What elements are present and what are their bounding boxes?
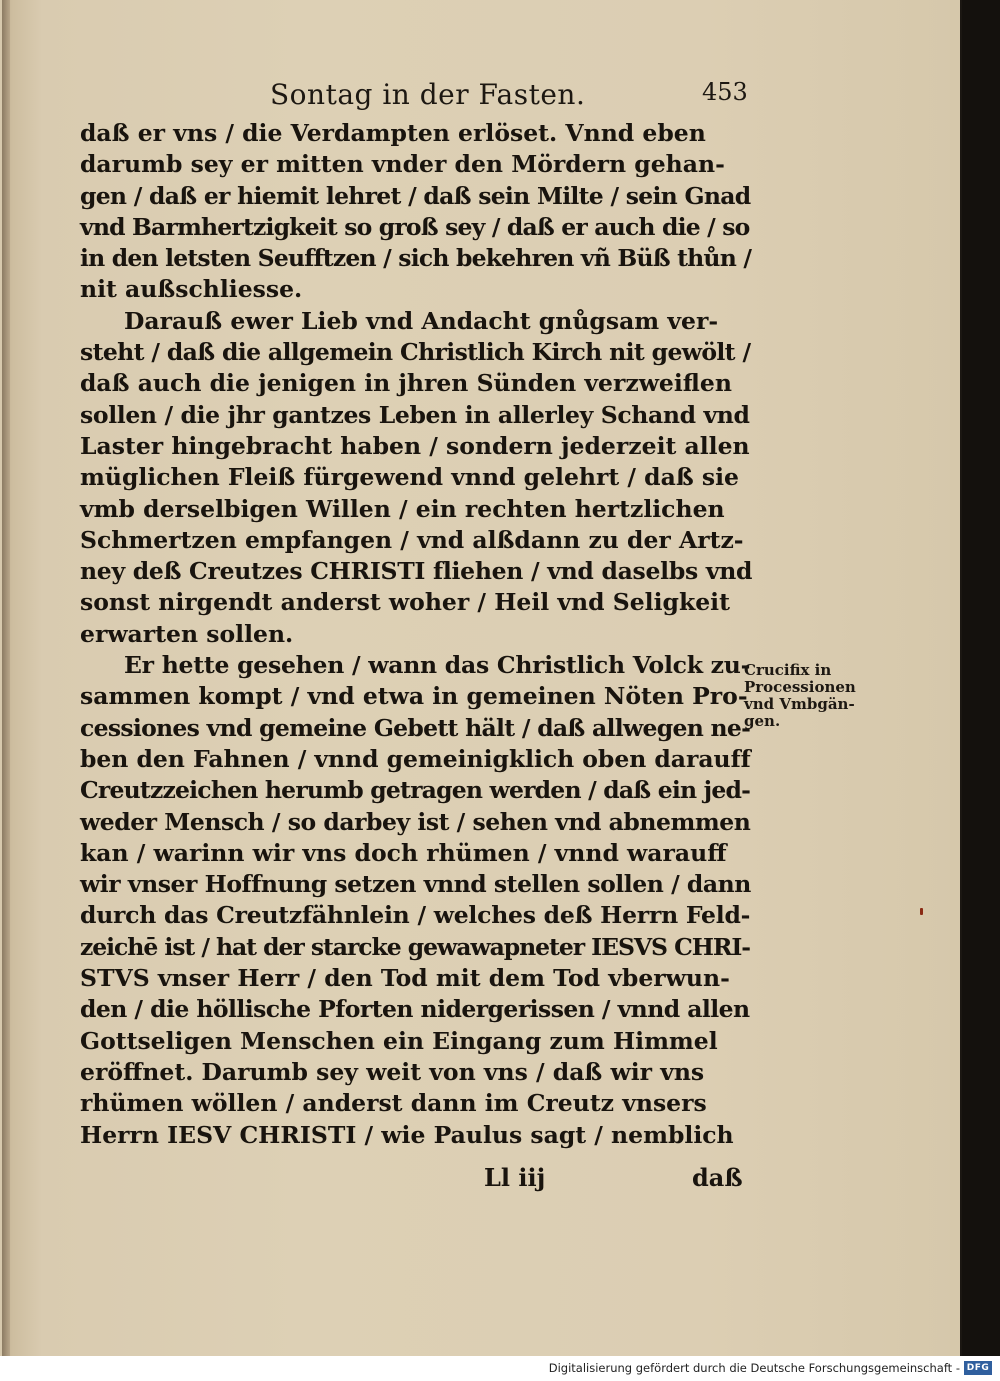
text-line: Schmertzen empfangen / vnd alßdann zu der Artz-: [80, 525, 744, 554]
text-line: erwarten sollen.: [80, 619, 294, 648]
running-title: Sontag in der Fasten.: [270, 78, 586, 111]
text-line: weder Mensch / so darbey ist / sehen vnd abnemmen: [80, 807, 751, 836]
text-line: kan / warinn wir vns doch rhümen / vnnd warauff: [80, 838, 727, 867]
text-line: rhümen wöllen / anderst dann im Creutz vnsers: [80, 1089, 707, 1118]
margin-note-line: Crucifix in: [744, 661, 832, 679]
body-text: [80, 118, 753, 1151]
text-line: Darauß ewer Lieb vnd Andacht gnůgsam ver-: [124, 306, 719, 335]
footer-credit: Digitalisierung gefördert durch die Deutsche Forschungsgemeinschaft -: [548, 1361, 960, 1375]
text-line: Creutzzeichen herumb getragen werden / daß ein jed-: [80, 776, 751, 805]
footer-bar: [0, 1356, 1000, 1381]
text-line: wir vnser Hoffnung setzen vnnd stellen sollen / dann: [80, 870, 751, 899]
text-line: sonst nirgendt anderst woher / Heil vnd Seligkeit: [80, 588, 730, 617]
text-line: Gottseligen Menschen ein Eingang zum Himmel: [80, 1026, 718, 1055]
catchword: daß: [692, 1163, 743, 1192]
page-number: 453: [702, 78, 748, 106]
text-line: in den letsten Seufftzen / sich bekehren vñ Büß thůn /: [80, 244, 752, 273]
text-line: darumb sey er mitten vnder den Mördern gehan-: [80, 150, 725, 179]
margin-note: [744, 662, 874, 730]
text-line: gen / daß er hiemit lehret / daß sein Milte / sein Gnad: [80, 181, 751, 210]
text-line: ben den Fahnen / vnnd gemeinigklich oben darauff: [80, 744, 751, 773]
text-line: ney deß Creutzes CHRISTI fliehen / vnd daselbs vnd: [80, 557, 753, 586]
text-line: sammen kompt / vnd etwa in gemeinen Nöten Pro-: [80, 682, 748, 711]
text-line: steht / daß die allgemein Christlich Kirch nit gewölt /: [80, 338, 751, 367]
text-line: cessiones vnd gemeine Gebett hält / daß allwegen ne-: [80, 713, 751, 742]
text-line: durch das Creutzfähnlein / welches deß Herrn Feld-: [80, 901, 751, 930]
book-page: [2, 0, 962, 1356]
text-line: den / die höllische Pforten nidergerissen / vnnd allen: [80, 995, 750, 1024]
text-line: STVS vnser Herr / den Tod mit dem Tod vberwun-: [80, 964, 730, 993]
running-head: [270, 78, 750, 118]
text-line: eröffnet. Darumb sey weit von vns / daß wir vns: [80, 1057, 705, 1086]
text-line: daß er vns / die Verdampten erlöset. Vnnd eben: [80, 119, 706, 147]
text-line: Er hette gesehen / wann das Christlich Volck zu-: [124, 651, 751, 680]
text-line: Herrn IESV CHRISTI / wie Paulus sagt / nemblich: [80, 1120, 734, 1149]
text-line: daß auch die jenigen in jhren Sünden verzweiflen: [80, 369, 732, 398]
text-line: Laster hingebracht haben / sondern jederzeit allen: [80, 431, 750, 460]
text-line: vnd Barmhertzigkeit so groß sey / daß er auch die / so: [80, 212, 750, 241]
dfg-logo: DFG: [964, 1361, 992, 1375]
ink-speck: [920, 908, 923, 915]
signature-mark: Ll iij: [484, 1163, 546, 1192]
text-line: sollen / die jhr gantzes Leben in allerley Schand vnd: [80, 400, 750, 429]
margin-note-line: Processionen: [744, 678, 856, 696]
text-line: müglichen Fleiß fürgewend vnnd gelehrt / daß sie: [80, 463, 739, 492]
text-line: nit außschliesse.: [80, 275, 303, 304]
margin-note-line: gen.: [744, 712, 781, 730]
text-line: vmb derselbigen Willen / ein rechten hertzlichen: [80, 494, 725, 523]
text-line: zeichē ist / hat der starcke gewawapneter IESVS CHRI-: [80, 932, 750, 961]
scan-background: [962, 0, 1000, 1356]
margin-note-line: vnd Vmbgän-: [744, 695, 855, 713]
page-gutter: [2, 0, 10, 1356]
